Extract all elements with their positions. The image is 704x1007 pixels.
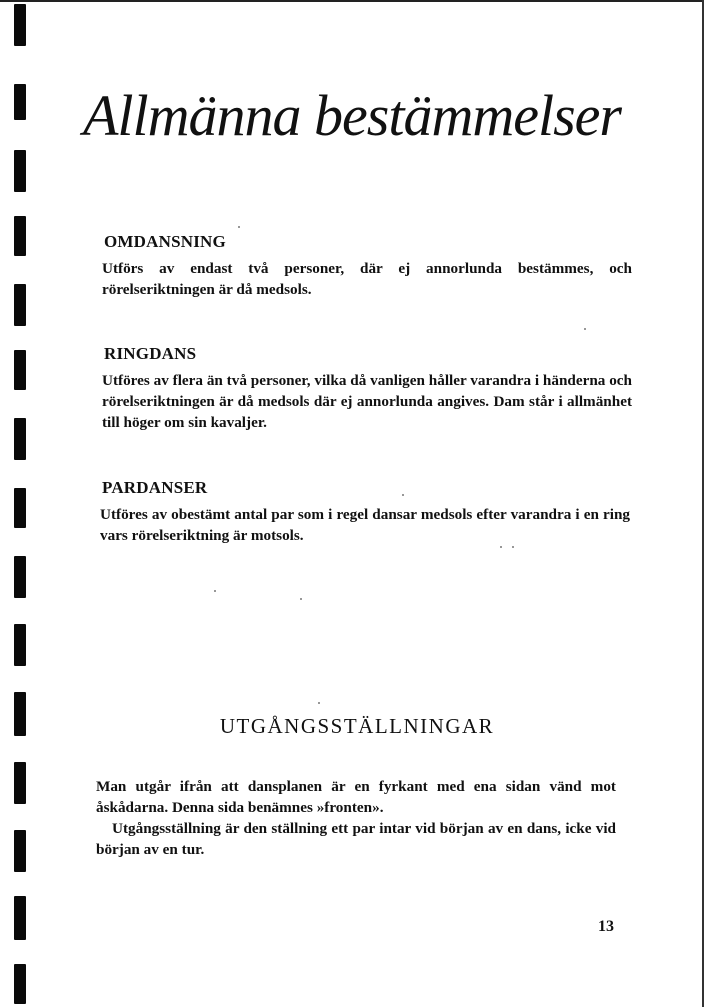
page-title: Allmänna bestämmelser xyxy=(83,83,621,148)
body-paragraph: Man utgår ifrån att dansplanen är en fyrkant med ena sidan vänd mot åskådarna. Denna sida benämnes »fronten». xyxy=(96,778,616,816)
binding-bar xyxy=(14,4,26,46)
section-text: Utförs av endast två personer, där ej annorlunda bestämmes, och rörelseriktningen är då medsols. xyxy=(102,260,632,298)
body-paragraph: Utgångsställning är den ställning ett par intar vid början av en dans, icke vid början av en tur. xyxy=(96,820,616,858)
scan-speck xyxy=(318,702,320,704)
section-omdansning xyxy=(102,232,632,300)
scan-speck xyxy=(214,590,216,592)
page-top-edge xyxy=(0,0,704,2)
binding-bar xyxy=(14,150,26,192)
section-text: Utföres av obestämt antal par som i regel dansar medsols efter varandra i en ring vars rörelseriktning är motsols. xyxy=(100,506,630,544)
binding-bar xyxy=(14,284,26,326)
section-ringdans xyxy=(102,344,632,433)
section-pardanser xyxy=(100,478,630,546)
utgangsstallningar-body xyxy=(96,776,616,860)
binding-bar xyxy=(14,418,26,460)
section-heading: OMDANSNING xyxy=(104,232,226,251)
scan-speck xyxy=(500,546,502,548)
section-text: Utföres av flera än två personer, vilka då vanligen håller varandra i händerna och rörelseriktningen är då medsols där ej annorlunda angives. Dam står i allmänhet till höger om sin kavaljer. xyxy=(102,372,632,431)
utgangsstallningar-heading: UTGÅNGSSTÄLLNINGAR xyxy=(219,714,495,738)
section-heading: RINGDANS xyxy=(104,344,197,363)
binding-bar xyxy=(14,216,26,256)
page-number: 13 xyxy=(598,918,614,935)
scan-speck xyxy=(238,226,240,228)
binding-bar xyxy=(14,624,26,666)
binding-bar xyxy=(14,488,26,528)
binding-bar xyxy=(14,556,26,598)
binding-bar xyxy=(14,964,26,1004)
scan-speck xyxy=(584,328,586,330)
binding-bar xyxy=(14,762,26,804)
binding-bar xyxy=(14,350,26,390)
binding-bar xyxy=(14,830,26,872)
scan-speck xyxy=(300,598,302,600)
binding-bar xyxy=(14,896,26,940)
scan-speck xyxy=(402,494,404,496)
scan-speck xyxy=(512,546,514,548)
section-heading: PARDANSER xyxy=(102,478,208,497)
